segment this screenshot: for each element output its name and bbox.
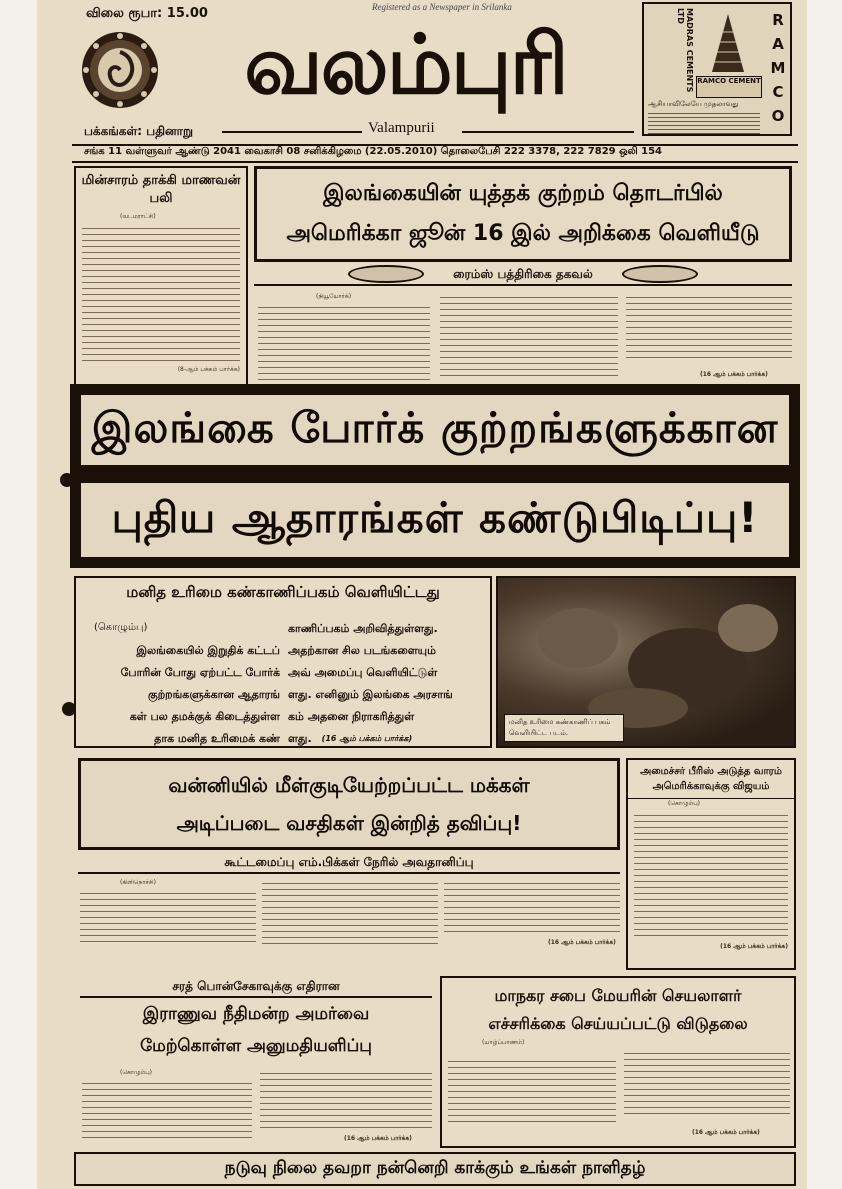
ramco-brand-letters (768, 8, 788, 128)
lead-body-col3 (626, 292, 792, 358)
banner-line2-text: புதிய ஆதாரங்கள் கண்டுபிடிப்பு! (111, 492, 759, 542)
hrw-photo (496, 576, 796, 748)
hrw-column-1 (84, 640, 280, 750)
hrw-line: கள் பல தமக்குக் கிடைத்துள்ள (129, 710, 280, 723)
fonseka-continued: (16 ஆம் பக்கம் பார்க்க) (344, 1135, 412, 1142)
hrw-line: அதற்கான சில படங்களையும் (288, 644, 436, 657)
vanni-body-col3 (444, 878, 620, 936)
roman-name: Valampurii (368, 120, 435, 136)
hrw-line: ளது. எனினும் இலங்கை அரசாங் (288, 688, 453, 701)
vanni-continued: (16 ஆம் பக்கம் பார்க்க) (548, 939, 616, 946)
minister-story (626, 758, 796, 970)
vanni-headline-line1: வன்னியில் மீள்குடியேற்றப்பட்ட மக்கள் (168, 773, 530, 797)
vanni-body-col1 (80, 888, 256, 946)
fonseka-body-col2 (260, 1068, 432, 1132)
lead-continued: (16 ஆம் பக்கம் பார்க்க) (700, 371, 768, 378)
hrw-line: போரின் போது ஏற்பட்ட போர்க் (120, 666, 280, 679)
banner-line1-text: இலங்கை போர்க் குற்றங்களுக்கான (91, 402, 779, 452)
footer-slogan: நடுவு நிலை தவறா நன்னெறி காக்கும் உங்கள் நாளிதழ் (224, 1158, 646, 1178)
vanni-headline (78, 758, 620, 850)
ornament-icon (622, 265, 698, 283)
minister-dateline: (கொழும்பு) (668, 800, 701, 807)
advert-tagline: ஆசியாவிலேயே முதலாவது (648, 100, 739, 108)
date-line: சங்க 11 வள்ளுவர் ஆண்டு 2041 வைகாசி 08 சனிக்கிழமை (22.05.2010) தொலைபேசி 222 3378, 222 7829 ஒலி 154 (84, 146, 663, 157)
ramco-logo: RAMCO CEMENT (696, 76, 762, 98)
hrw-line: இலங்கையில் இறுதிக் கட்டப் (136, 644, 280, 657)
hrw-line: குற்றங்களுக்கான ஆதாரங் (147, 688, 280, 701)
minister-headline: அமைச்சர் பீரிஸ் அடுத்த வாரம் அமெரிக்காவுக்கு விஜயம் (628, 760, 794, 799)
fonseka-headline-line2: மேற்கொள்ள அனுமதியளிப்பு (140, 1036, 372, 1056)
divider (222, 131, 362, 133)
advert-body-text (648, 110, 760, 134)
vanni-dateline: (கிளிநொச்சி) (120, 879, 156, 886)
registration-note: Registered as a Newspaper in Srilanka (372, 2, 512, 12)
lead-story-headline (254, 166, 792, 262)
left-story-body (82, 223, 240, 363)
hrw-photo-caption: மனித உரிமை கண்காணிப் பகம் வெளியிட்ட படம். (504, 714, 624, 742)
mayor-headline (442, 978, 794, 1038)
vanni-body-col2 (262, 878, 438, 946)
brand-letter: C (772, 83, 784, 101)
fonseka-dateline: (கொழும்பு) (120, 1069, 153, 1076)
mayor-story (440, 976, 796, 1148)
brand-letter: R (772, 11, 784, 29)
mayor-continued: (16 ஆம் பக்கம் பார்க்க) (692, 1129, 760, 1136)
left-story (74, 166, 248, 386)
left-story-continued: (8-ஆம் பக்கம் பார்க்க) (177, 366, 240, 373)
hrw-continued: (16 ஆம் பக்கம் பார்க்க) (321, 734, 413, 743)
lead-body-col2 (440, 292, 618, 380)
hrw-line: தாக மனித உரிமைக் கண் (154, 732, 280, 745)
mayor-body-col2 (624, 1048, 790, 1118)
mayor-dateline: (யாழ்ப்பாணம்) (482, 1039, 525, 1046)
lead-subhead-bar (254, 262, 792, 286)
footer-slogan-bar (74, 1152, 796, 1186)
mayor-headline-line2: எச்சரிக்கை செய்யப்பட்டு விடுதலை (488, 1014, 748, 1033)
fonseka-headline-line1: இராணுவ நீதிமன்ற அமர்வை (142, 1004, 370, 1024)
fonseka-headline (80, 998, 432, 1064)
price-label: விலை ரூபா: 15.00 (86, 6, 208, 21)
mayor-body-col1 (448, 1056, 616, 1126)
minister-body (634, 810, 788, 940)
temple-tower-icon (700, 12, 756, 74)
hrw-line: கம் அதனை நிராகரித்துள் (288, 710, 415, 723)
hrw-story (74, 576, 492, 748)
hrw-last-line (288, 728, 488, 750)
lead-dateline: (நியூயோர்க்) (316, 293, 352, 300)
banner-line2 (78, 480, 792, 560)
hrw-dateline: (கொழும்பு) (94, 622, 148, 633)
fonseka-subhead: சரத் பொன்சேகாவுக்கு எதிரான (80, 976, 432, 998)
fonseka-body-col1 (82, 1078, 252, 1142)
ornament-icon (348, 265, 424, 283)
brand-letter: A (772, 35, 784, 53)
vanni-headline-line2: அடிப்படை வசதிகள் இன்றித் தவிப்பு! (176, 811, 522, 835)
brand-letter: O (771, 107, 785, 125)
lead-subhead: ரைம்ஸ் பத்திரிகை தகவல் (453, 267, 593, 281)
page-count: பக்கங்கள்: பதினாறு (84, 124, 193, 138)
mayor-headline-line1: மாநகர சபை மேயரின் செயலாளர் (494, 986, 742, 1005)
hrw-line: ளது. (288, 732, 312, 745)
hrw-line: காணிப்பகம் அறிவித்துள்ளது. (288, 622, 438, 635)
minister-continued: (16 ஆம் பக்கம் பார்க்க) (720, 943, 788, 950)
ramco-cement-advert (642, 2, 792, 136)
left-story-headline: மின்சாரம் தாக்கி மாணவன் பலி (81, 173, 241, 206)
valampuri-emblem (80, 30, 160, 110)
left-story-dateline: (வடமராட்சி) (120, 213, 156, 220)
hrw-column-2 (288, 618, 488, 750)
hrw-headline: மனித உரிமை கண்காணிப்பகம் வெளியிட்டது (126, 583, 440, 601)
banner-line1 (78, 392, 792, 468)
advert-vertical-text: MADRAS CEMENTS LTD (676, 8, 694, 93)
lead-body-col1 (258, 302, 430, 380)
hrw-line: அவ் அமைப்பு வெளியிட்டுள் (288, 666, 438, 679)
lead-headline-line2: அமெரிக்கா ஜூன் 16 இல் அறிக்கை வெளியீடு (286, 221, 760, 246)
divider (72, 161, 798, 163)
vanni-subhead: கூட்டமைப்பு எம்.பிக்கள் நேரில் அவதானிப்பு (78, 852, 620, 874)
divider (462, 131, 634, 133)
brand-letter: M (770, 59, 786, 77)
masthead-title: வலம்புரி (244, 18, 567, 113)
lead-headline-line1: இலங்கையின் யுத்தக் குற்றம் தொடர்பில் (323, 181, 723, 206)
